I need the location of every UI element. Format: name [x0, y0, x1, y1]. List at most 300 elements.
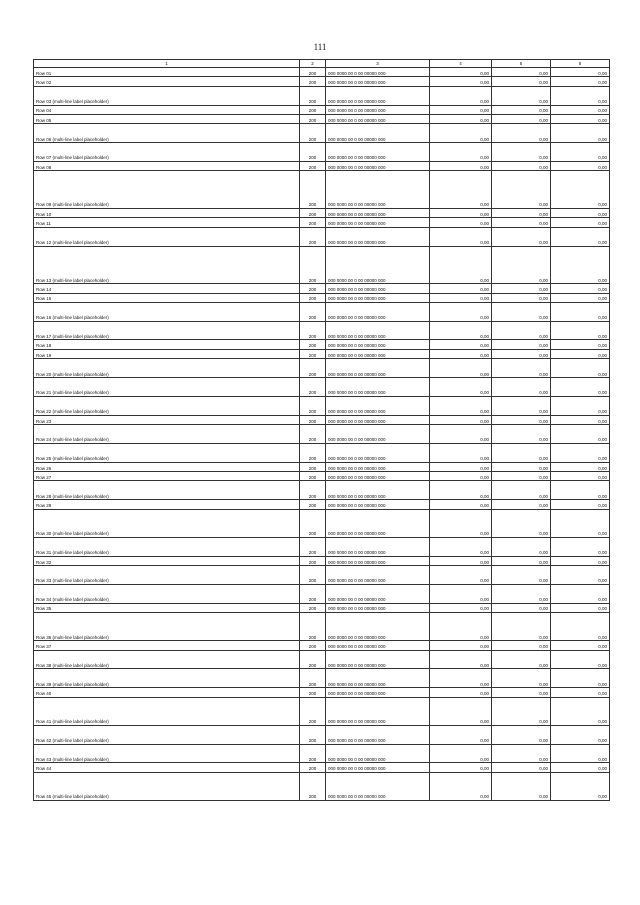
row-value-col4: 0,00 — [430, 284, 492, 293]
row-name: Row 43 (multi-line label placeholder) — [34, 744, 300, 763]
table-row — [34, 425, 610, 444]
row-name: Row 24 (multi-line label placeholder) — [34, 425, 300, 444]
row-value-col5: 0,00 — [492, 246, 551, 284]
row-value-col6: 0,00 — [551, 697, 610, 725]
row-value-col5: 0,00 — [492, 227, 551, 246]
row-code: 200 — [300, 650, 326, 669]
row-value-col4: 0,00 — [430, 68, 492, 77]
row-code: 200 — [300, 284, 326, 293]
row-code: 200 — [300, 218, 326, 227]
column-header: 1 — [34, 60, 300, 68]
row-code: 200 — [300, 725, 326, 744]
row-name: Row 11 — [34, 218, 300, 227]
row-name: Row 19 — [34, 349, 300, 358]
row-value-col5: 0,00 — [492, 171, 551, 209]
row-code: 200 — [300, 77, 326, 86]
row-classification-code: 000 0000 00 0 00 00000 000 — [326, 77, 430, 86]
row-value-col6: 0,00 — [551, 772, 610, 800]
row-value-col6: 0,00 — [551, 359, 610, 378]
row-classification-code: 000 0000 00 0 00 00000 000 — [326, 462, 430, 471]
row-value-col5: 0,00 — [492, 556, 551, 565]
row-value-col5: 0,00 — [492, 772, 551, 800]
row-name: Row 26 — [34, 462, 300, 471]
row-value-col6: 0,00 — [551, 481, 610, 500]
row-code: 200 — [300, 688, 326, 697]
row-value-col6: 0,00 — [551, 114, 610, 123]
row-value-col4: 0,00 — [430, 650, 492, 669]
row-classification-code: 000 0000 00 0 00 00000 000 — [326, 725, 430, 744]
row-code: 200 — [300, 697, 326, 725]
row-value-col5: 0,00 — [492, 77, 551, 86]
table-row — [34, 537, 610, 556]
row-value-col5: 0,00 — [492, 650, 551, 669]
row-code: 200 — [300, 114, 326, 123]
table-row — [34, 669, 610, 688]
row-name: Row 42 (multi-line label placeholder) — [34, 725, 300, 744]
row-value-col6: 0,00 — [551, 472, 610, 481]
row-value-col4: 0,00 — [430, 481, 492, 500]
row-value-col4: 0,00 — [430, 105, 492, 114]
row-value-col5: 0,00 — [492, 302, 551, 321]
row-code: 200 — [300, 772, 326, 800]
row-value-col6: 0,00 — [551, 246, 610, 284]
row-classification-code: 000 0000 00 0 00 00000 000 — [326, 284, 430, 293]
row-value-col6: 0,00 — [551, 688, 610, 697]
table-row — [34, 772, 610, 800]
row-code: 200 — [300, 500, 326, 509]
row-code: 200 — [300, 105, 326, 114]
row-value-col6: 0,00 — [551, 641, 610, 650]
row-name: Row 32 — [34, 556, 300, 565]
table-row — [34, 218, 610, 227]
row-code: 200 — [300, 472, 326, 481]
table-row — [34, 443, 610, 462]
row-value-col5: 0,00 — [492, 481, 551, 500]
table-row — [34, 105, 610, 114]
row-code: 200 — [300, 603, 326, 612]
table-row — [34, 302, 610, 321]
row-value-col6: 0,00 — [551, 565, 610, 584]
row-classification-code: 000 0000 00 0 00 00000 000 — [326, 105, 430, 114]
row-value-col4: 0,00 — [430, 246, 492, 284]
row-classification-code: 000 0000 00 0 00 00000 000 — [326, 425, 430, 444]
row-value-col5: 0,00 — [492, 509, 551, 537]
row-classification-code: 000 0000 00 0 00 00000 000 — [326, 688, 430, 697]
row-value-col5: 0,00 — [492, 763, 551, 772]
row-value-col4: 0,00 — [430, 744, 492, 763]
row-code: 200 — [300, 86, 326, 105]
row-value-col6: 0,00 — [551, 500, 610, 509]
row-classification-code: 000 0000 00 0 00 00000 000 — [326, 359, 430, 378]
row-classification-code: 000 0000 00 0 00 00000 000 — [326, 161, 430, 170]
row-value-col6: 0,00 — [551, 218, 610, 227]
table-row — [34, 359, 610, 378]
row-name: Row 15 — [34, 293, 300, 302]
row-value-col6: 0,00 — [551, 509, 610, 537]
row-code: 200 — [300, 321, 326, 340]
row-value-col5: 0,00 — [492, 359, 551, 378]
row-name: Row 09 (multi-line label placeholder) — [34, 171, 300, 209]
row-value-col5: 0,00 — [492, 603, 551, 612]
table-row — [34, 227, 610, 246]
row-classification-code: 000 0000 00 0 00 00000 000 — [326, 68, 430, 77]
row-value-col6: 0,00 — [551, 77, 610, 86]
row-name: Row 18 — [34, 340, 300, 349]
row-code: 200 — [300, 208, 326, 217]
row-value-col4: 0,00 — [430, 114, 492, 123]
row-code: 200 — [300, 396, 326, 415]
row-value-col5: 0,00 — [492, 218, 551, 227]
row-name: Row 36 (multi-line label placeholder) — [34, 612, 300, 640]
table-row — [34, 481, 610, 500]
row-classification-code: 000 0000 00 0 00 00000 000 — [326, 143, 430, 162]
row-value-col5: 0,00 — [492, 462, 551, 471]
table-row — [34, 472, 610, 481]
row-value-col4: 0,00 — [430, 688, 492, 697]
row-classification-code: 000 0000 00 0 00 00000 000 — [326, 584, 430, 603]
table-row — [34, 68, 610, 77]
row-value-col4: 0,00 — [430, 472, 492, 481]
row-value-col6: 0,00 — [551, 349, 610, 358]
row-value-col6: 0,00 — [551, 744, 610, 763]
row-value-col4: 0,00 — [430, 584, 492, 603]
row-value-col5: 0,00 — [492, 669, 551, 688]
row-code: 200 — [300, 443, 326, 462]
row-code: 200 — [300, 744, 326, 763]
row-value-col6: 0,00 — [551, 725, 610, 744]
column-header: 6 — [551, 60, 610, 68]
row-code: 200 — [300, 425, 326, 444]
row-value-col5: 0,00 — [492, 425, 551, 444]
row-code: 200 — [300, 161, 326, 170]
row-classification-code: 000 0000 00 0 00 00000 000 — [326, 500, 430, 509]
row-value-col4: 0,00 — [430, 425, 492, 444]
row-name: Row 01 — [34, 68, 300, 77]
row-value-col6: 0,00 — [551, 378, 610, 397]
row-value-col5: 0,00 — [492, 443, 551, 462]
table-row — [34, 763, 610, 772]
row-value-col5: 0,00 — [492, 415, 551, 424]
row-value-col5: 0,00 — [492, 208, 551, 217]
row-value-col6: 0,00 — [551, 284, 610, 293]
row-value-col6: 0,00 — [551, 302, 610, 321]
table-row — [34, 641, 610, 650]
table-row — [34, 171, 610, 209]
table-row — [34, 725, 610, 744]
row-value-col6: 0,00 — [551, 143, 610, 162]
row-classification-code: 000 0000 00 0 00 00000 000 — [326, 208, 430, 217]
table-row — [34, 378, 610, 397]
row-code: 200 — [300, 302, 326, 321]
table-row — [34, 556, 610, 565]
table-row — [34, 415, 610, 424]
row-name: Row 23 — [34, 415, 300, 424]
row-classification-code: 000 0000 00 0 00 00000 000 — [326, 697, 430, 725]
row-value-col4: 0,00 — [430, 537, 492, 556]
header-row — [34, 60, 610, 68]
row-classification-code: 000 0000 00 0 00 00000 000 — [326, 744, 430, 763]
row-code: 200 — [300, 481, 326, 500]
column-header: 3 — [326, 60, 430, 68]
row-name: Row 45 (multi-line label placeholder) — [34, 772, 300, 800]
row-value-col4: 0,00 — [430, 359, 492, 378]
row-classification-code: 000 0000 00 0 00 00000 000 — [326, 321, 430, 340]
row-classification-code: 000 0000 00 0 00 00000 000 — [326, 509, 430, 537]
row-name: Row 40 — [34, 688, 300, 697]
row-value-col5: 0,00 — [492, 697, 551, 725]
row-code: 200 — [300, 359, 326, 378]
row-value-col6: 0,00 — [551, 340, 610, 349]
row-value-col4: 0,00 — [430, 161, 492, 170]
row-code: 200 — [300, 143, 326, 162]
row-classification-code: 000 0000 00 0 00 00000 000 — [326, 124, 430, 143]
table-row — [34, 86, 610, 105]
row-classification-code: 000 0000 00 0 00 00000 000 — [326, 537, 430, 556]
row-name: Row 12 (multi-line label placeholder) — [34, 227, 300, 246]
row-classification-code: 000 0000 00 0 00 00000 000 — [326, 650, 430, 669]
table-row — [34, 396, 610, 415]
row-value-col4: 0,00 — [430, 763, 492, 772]
row-value-col6: 0,00 — [551, 603, 610, 612]
row-classification-code: 000 0000 00 0 00 00000 000 — [326, 603, 430, 612]
table-body — [34, 68, 610, 801]
column-header: 5 — [492, 60, 551, 68]
column-header: 4 — [430, 60, 492, 68]
row-classification-code: 000 0000 00 0 00 00000 000 — [326, 396, 430, 415]
table-row — [34, 650, 610, 669]
row-value-col4: 0,00 — [430, 396, 492, 415]
row-classification-code: 000 0000 00 0 00 00000 000 — [326, 415, 430, 424]
table-row — [34, 509, 610, 537]
row-classification-code: 000 0000 00 0 00 00000 000 — [326, 565, 430, 584]
row-classification-code: 000 0000 00 0 00 00000 000 — [326, 378, 430, 397]
row-code: 200 — [300, 669, 326, 688]
table-row — [34, 124, 610, 143]
row-name: Row 10 — [34, 208, 300, 217]
row-value-col5: 0,00 — [492, 143, 551, 162]
row-name: Row 25 (multi-line label placeholder) — [34, 443, 300, 462]
row-value-col6: 0,00 — [551, 556, 610, 565]
row-value-col6: 0,00 — [551, 227, 610, 246]
row-classification-code: 000 0000 00 0 00 00000 000 — [326, 556, 430, 565]
row-classification-code: 000 0000 00 0 00 00000 000 — [326, 472, 430, 481]
row-value-col6: 0,00 — [551, 443, 610, 462]
row-value-col5: 0,00 — [492, 293, 551, 302]
row-value-col6: 0,00 — [551, 669, 610, 688]
row-value-col4: 0,00 — [430, 293, 492, 302]
row-value-col4: 0,00 — [430, 565, 492, 584]
row-name: Row 39 (multi-line label placeholder) — [34, 669, 300, 688]
column-header: 2 — [300, 60, 326, 68]
row-code: 200 — [300, 612, 326, 640]
row-name: Row 21 (multi-line label placeholder) — [34, 378, 300, 397]
row-code: 200 — [300, 415, 326, 424]
row-code: 200 — [300, 509, 326, 537]
row-value-col5: 0,00 — [492, 114, 551, 123]
budget-table — [33, 59, 610, 801]
row-value-col6: 0,00 — [551, 763, 610, 772]
row-value-col5: 0,00 — [492, 378, 551, 397]
row-value-col5: 0,00 — [492, 321, 551, 340]
row-value-col6: 0,00 — [551, 650, 610, 669]
row-value-col6: 0,00 — [551, 584, 610, 603]
row-value-col6: 0,00 — [551, 462, 610, 471]
row-value-col5: 0,00 — [492, 105, 551, 114]
row-value-col5: 0,00 — [492, 68, 551, 77]
row-value-col4: 0,00 — [430, 349, 492, 358]
table-row — [34, 584, 610, 603]
table-row — [34, 565, 610, 584]
table-row — [34, 349, 610, 358]
row-code: 200 — [300, 556, 326, 565]
row-value-col6: 0,00 — [551, 68, 610, 77]
page-number: 111 — [313, 42, 327, 52]
row-value-col5: 0,00 — [492, 500, 551, 509]
row-classification-code: 000 0000 00 0 00 00000 000 — [326, 218, 430, 227]
row-name: Row 14 — [34, 284, 300, 293]
row-name: Row 44 — [34, 763, 300, 772]
row-code: 200 — [300, 340, 326, 349]
table-row — [34, 697, 610, 725]
row-classification-code: 000 0000 00 0 00 00000 000 — [326, 227, 430, 246]
table-row — [34, 77, 610, 86]
row-value-col6: 0,00 — [551, 86, 610, 105]
row-value-col5: 0,00 — [492, 725, 551, 744]
row-value-col6: 0,00 — [551, 208, 610, 217]
row-name: Row 30 (multi-line label placeholder) — [34, 509, 300, 537]
row-name: Row 05 — [34, 114, 300, 123]
row-value-col4: 0,00 — [430, 218, 492, 227]
row-classification-code: 000 0000 00 0 00 00000 000 — [326, 340, 430, 349]
row-name: Row 37 — [34, 641, 300, 650]
row-value-col4: 0,00 — [430, 378, 492, 397]
row-classification-code: 000 0000 00 0 00 00000 000 — [326, 763, 430, 772]
row-value-col4: 0,00 — [430, 462, 492, 471]
row-value-col4: 0,00 — [430, 772, 492, 800]
row-name: Row 41 (multi-line label placeholder) — [34, 697, 300, 725]
row-name: Row 06 (multi-line label placeholder) — [34, 124, 300, 143]
row-value-col6: 0,00 — [551, 161, 610, 170]
row-classification-code: 000 0000 00 0 00 00000 000 — [326, 349, 430, 358]
row-value-col6: 0,00 — [551, 396, 610, 415]
table-row — [34, 744, 610, 763]
row-value-col4: 0,00 — [430, 443, 492, 462]
row-value-col4: 0,00 — [430, 612, 492, 640]
table-row — [34, 500, 610, 509]
row-name: Row 17 (multi-line label placeholder) — [34, 321, 300, 340]
row-value-col5: 0,00 — [492, 86, 551, 105]
row-value-col4: 0,00 — [430, 509, 492, 537]
row-value-col4: 0,00 — [430, 500, 492, 509]
row-value-col5: 0,00 — [492, 744, 551, 763]
table-row — [34, 208, 610, 217]
row-value-col5: 0,00 — [492, 565, 551, 584]
row-value-col5: 0,00 — [492, 688, 551, 697]
row-value-col4: 0,00 — [430, 641, 492, 650]
row-name: Row 07 (multi-line label placeholder) — [34, 143, 300, 162]
row-classification-code: 000 0000 00 0 00 00000 000 — [326, 302, 430, 321]
row-code: 200 — [300, 171, 326, 209]
row-classification-code: 000 0000 00 0 00 00000 000 — [326, 641, 430, 650]
row-value-col4: 0,00 — [430, 340, 492, 349]
row-value-col4: 0,00 — [430, 143, 492, 162]
row-classification-code: 000 0000 00 0 00 00000 000 — [326, 171, 430, 209]
row-classification-code: 000 0000 00 0 00 00000 000 — [326, 114, 430, 123]
row-code: 200 — [300, 462, 326, 471]
table-row — [34, 321, 610, 340]
table-row — [34, 161, 610, 170]
row-value-col4: 0,00 — [430, 302, 492, 321]
row-value-col4: 0,00 — [430, 415, 492, 424]
table-row — [34, 143, 610, 162]
row-code: 200 — [300, 227, 326, 246]
row-code: 200 — [300, 378, 326, 397]
row-code: 200 — [300, 68, 326, 77]
row-name: Row 31 (multi-line label placeholder) — [34, 537, 300, 556]
row-name: Row 02 — [34, 77, 300, 86]
row-name: Row 33 (multi-line label placeholder) — [34, 565, 300, 584]
row-code: 200 — [300, 584, 326, 603]
row-value-col5: 0,00 — [492, 612, 551, 640]
row-value-col5: 0,00 — [492, 472, 551, 481]
row-name: Row 20 (multi-line label placeholder) — [34, 359, 300, 378]
row-value-col4: 0,00 — [430, 669, 492, 688]
row-value-col6: 0,00 — [551, 105, 610, 114]
row-value-col4: 0,00 — [430, 725, 492, 744]
row-value-col4: 0,00 — [430, 227, 492, 246]
row-value-col4: 0,00 — [430, 208, 492, 217]
row-value-col4: 0,00 — [430, 697, 492, 725]
row-name: Row 08 — [34, 161, 300, 170]
row-classification-code: 000 0000 00 0 00 00000 000 — [326, 246, 430, 284]
table-row — [34, 462, 610, 471]
row-name: Row 29 — [34, 500, 300, 509]
row-value-col6: 0,00 — [551, 321, 610, 340]
row-value-col5: 0,00 — [492, 537, 551, 556]
row-name: Row 13 (multi-line label placeholder) — [34, 246, 300, 284]
row-code: 200 — [300, 124, 326, 143]
row-value-col4: 0,00 — [430, 171, 492, 209]
row-value-col6: 0,00 — [551, 415, 610, 424]
row-value-col4: 0,00 — [430, 603, 492, 612]
row-code: 200 — [300, 763, 326, 772]
row-value-col4: 0,00 — [430, 86, 492, 105]
row-name: Row 38 (multi-line label placeholder) — [34, 650, 300, 669]
row-value-col5: 0,00 — [492, 349, 551, 358]
row-name: Row 03 (multi-line label placeholder) — [34, 86, 300, 105]
row-value-col6: 0,00 — [551, 293, 610, 302]
row-value-col6: 0,00 — [551, 425, 610, 444]
row-value-col6: 0,00 — [551, 612, 610, 640]
row-value-col5: 0,00 — [492, 396, 551, 415]
row-value-col6: 0,00 — [551, 537, 610, 556]
row-value-col5: 0,00 — [492, 124, 551, 143]
row-value-col5: 0,00 — [492, 161, 551, 170]
row-code: 200 — [300, 537, 326, 556]
row-name: Row 27 — [34, 472, 300, 481]
row-value-col4: 0,00 — [430, 556, 492, 565]
table-row — [34, 284, 610, 293]
row-value-col5: 0,00 — [492, 584, 551, 603]
row-value-col5: 0,00 — [492, 641, 551, 650]
row-code: 200 — [300, 641, 326, 650]
table-row — [34, 114, 610, 123]
row-classification-code: 000 0000 00 0 00 00000 000 — [326, 612, 430, 640]
row-classification-code: 000 0000 00 0 00 00000 000 — [326, 669, 430, 688]
table-row — [34, 688, 610, 697]
row-code: 200 — [300, 246, 326, 284]
row-name: Row 04 — [34, 105, 300, 114]
